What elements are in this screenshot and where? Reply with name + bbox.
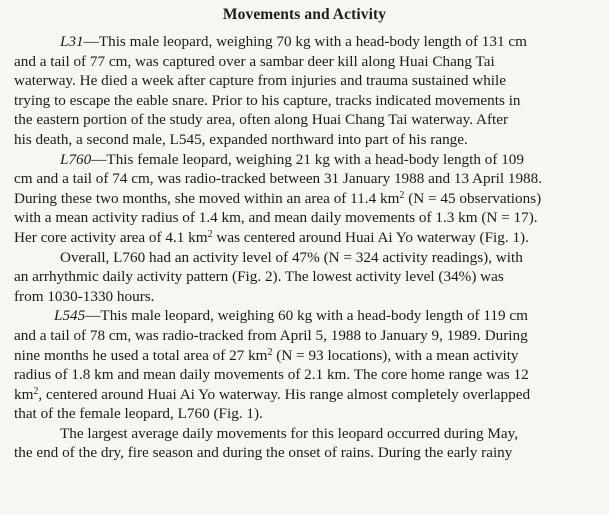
text-run: radius of 1.8 km and mean daily movements of 2.1 km. The core home range was 12 [14, 366, 529, 384]
text-run: waterway. He died a week after capture from injuries and trauma sustained while [14, 72, 506, 90]
text-line [14, 52, 595, 72]
text-run: Her core activity area of 4.1 km [14, 228, 208, 246]
body-text [14, 32, 595, 463]
section-heading: Movements and Activity [222, 6, 387, 23]
text-run: was centered around Huai Ai Yo waterway (Fig. 1). [212, 228, 529, 246]
text-line [14, 424, 595, 444]
text-line [14, 248, 595, 268]
text-line [14, 32, 595, 52]
text-line [14, 71, 595, 91]
text-run: the end of the dry, fire season and during the onset of rains. During the early rainy [14, 444, 513, 462]
text-run: and a tail of 77 cm, was captured over a sambar deer kill along Huai Chang Tai [14, 52, 495, 70]
text-line [14, 365, 595, 385]
text-line [14, 287, 595, 307]
text-line [14, 110, 595, 130]
paragraph [14, 150, 595, 248]
specimen-id: L31 [60, 33, 84, 50]
text-run: (N = 93 locations), with a mean activity [272, 346, 519, 364]
paragraph [14, 306, 595, 424]
text-run: nine months he used a total area of 27 km [14, 346, 268, 364]
text-line [14, 150, 595, 170]
text-run: an arrhythmic daily activity pattern (Fig. 2). The lowest activity level (34%) was [14, 268, 504, 286]
text-run: cm and a tail of 74 cm, was radio-tracked between 31 January 1988 and 13 April 1988. [14, 170, 543, 188]
text-run: During these two months, she moved within an area of 11.4 km [14, 189, 400, 207]
text-line [14, 91, 595, 111]
text-run: and a tail of 78 cm, was radio-tracked from April 5, 1988 to January 9, 1989. During [14, 326, 528, 344]
text-run: (N = 45 observations) [404, 189, 542, 207]
text-run: —This male leopard, weighing 60 kg with a head-body length of 119 cm [85, 307, 528, 325]
paragraph [14, 32, 595, 150]
paragraph [14, 424, 595, 463]
superscript: 2 [207, 228, 213, 240]
text-run: —This female leopard, weighing 21 kg with a head-body length of 109 [91, 150, 524, 168]
text-line [14, 267, 595, 287]
text-line [14, 189, 595, 209]
text-run: with a mean activity radius of 1.4 km, and mean daily movements of 1.3 km (N = 17). [14, 209, 538, 227]
text-line [14, 208, 595, 228]
text-run: the eastern portion of the study area, often along Huai Chang Tai waterway. After [14, 111, 509, 129]
text-line [14, 443, 595, 463]
text-line [14, 346, 595, 366]
text-line [14, 326, 595, 346]
paragraph [14, 248, 595, 307]
text-line [14, 385, 595, 405]
text-run: trying to escape the eable snare. Prior to his capture, tracks indicated movements in [14, 91, 521, 109]
text-run: km [14, 385, 34, 403]
superscript: 2 [267, 346, 273, 358]
text-run: that of the female leopard, L760 (Fig. 1). [14, 405, 263, 423]
text-line [14, 130, 595, 150]
specimen-id: L760 [60, 150, 92, 168]
text-run: , centered around Huai Ai Yo waterway. His range almost completely overlapped [38, 385, 531, 403]
text-run: his death, a second male, L545, expanded northward into part of his range. [14, 130, 468, 148]
specimen-id: L545 [54, 307, 86, 325]
text-line [14, 228, 595, 248]
text-line [14, 306, 595, 326]
superscript: 2 [399, 189, 405, 201]
text-line [14, 404, 595, 424]
superscript: 2 [33, 385, 39, 397]
text-run: —This male leopard, weighing 70 kg with a head-body length of 131 cm [83, 33, 527, 50]
text-run: from 1030-1330 hours. [14, 287, 155, 305]
text-run: Overall, L760 had an activity level of 47% (N = 324 activity readings), with [60, 248, 523, 266]
text-line [14, 169, 595, 189]
text-run: The largest average daily movements for this leopard occurred during May, [60, 424, 518, 442]
